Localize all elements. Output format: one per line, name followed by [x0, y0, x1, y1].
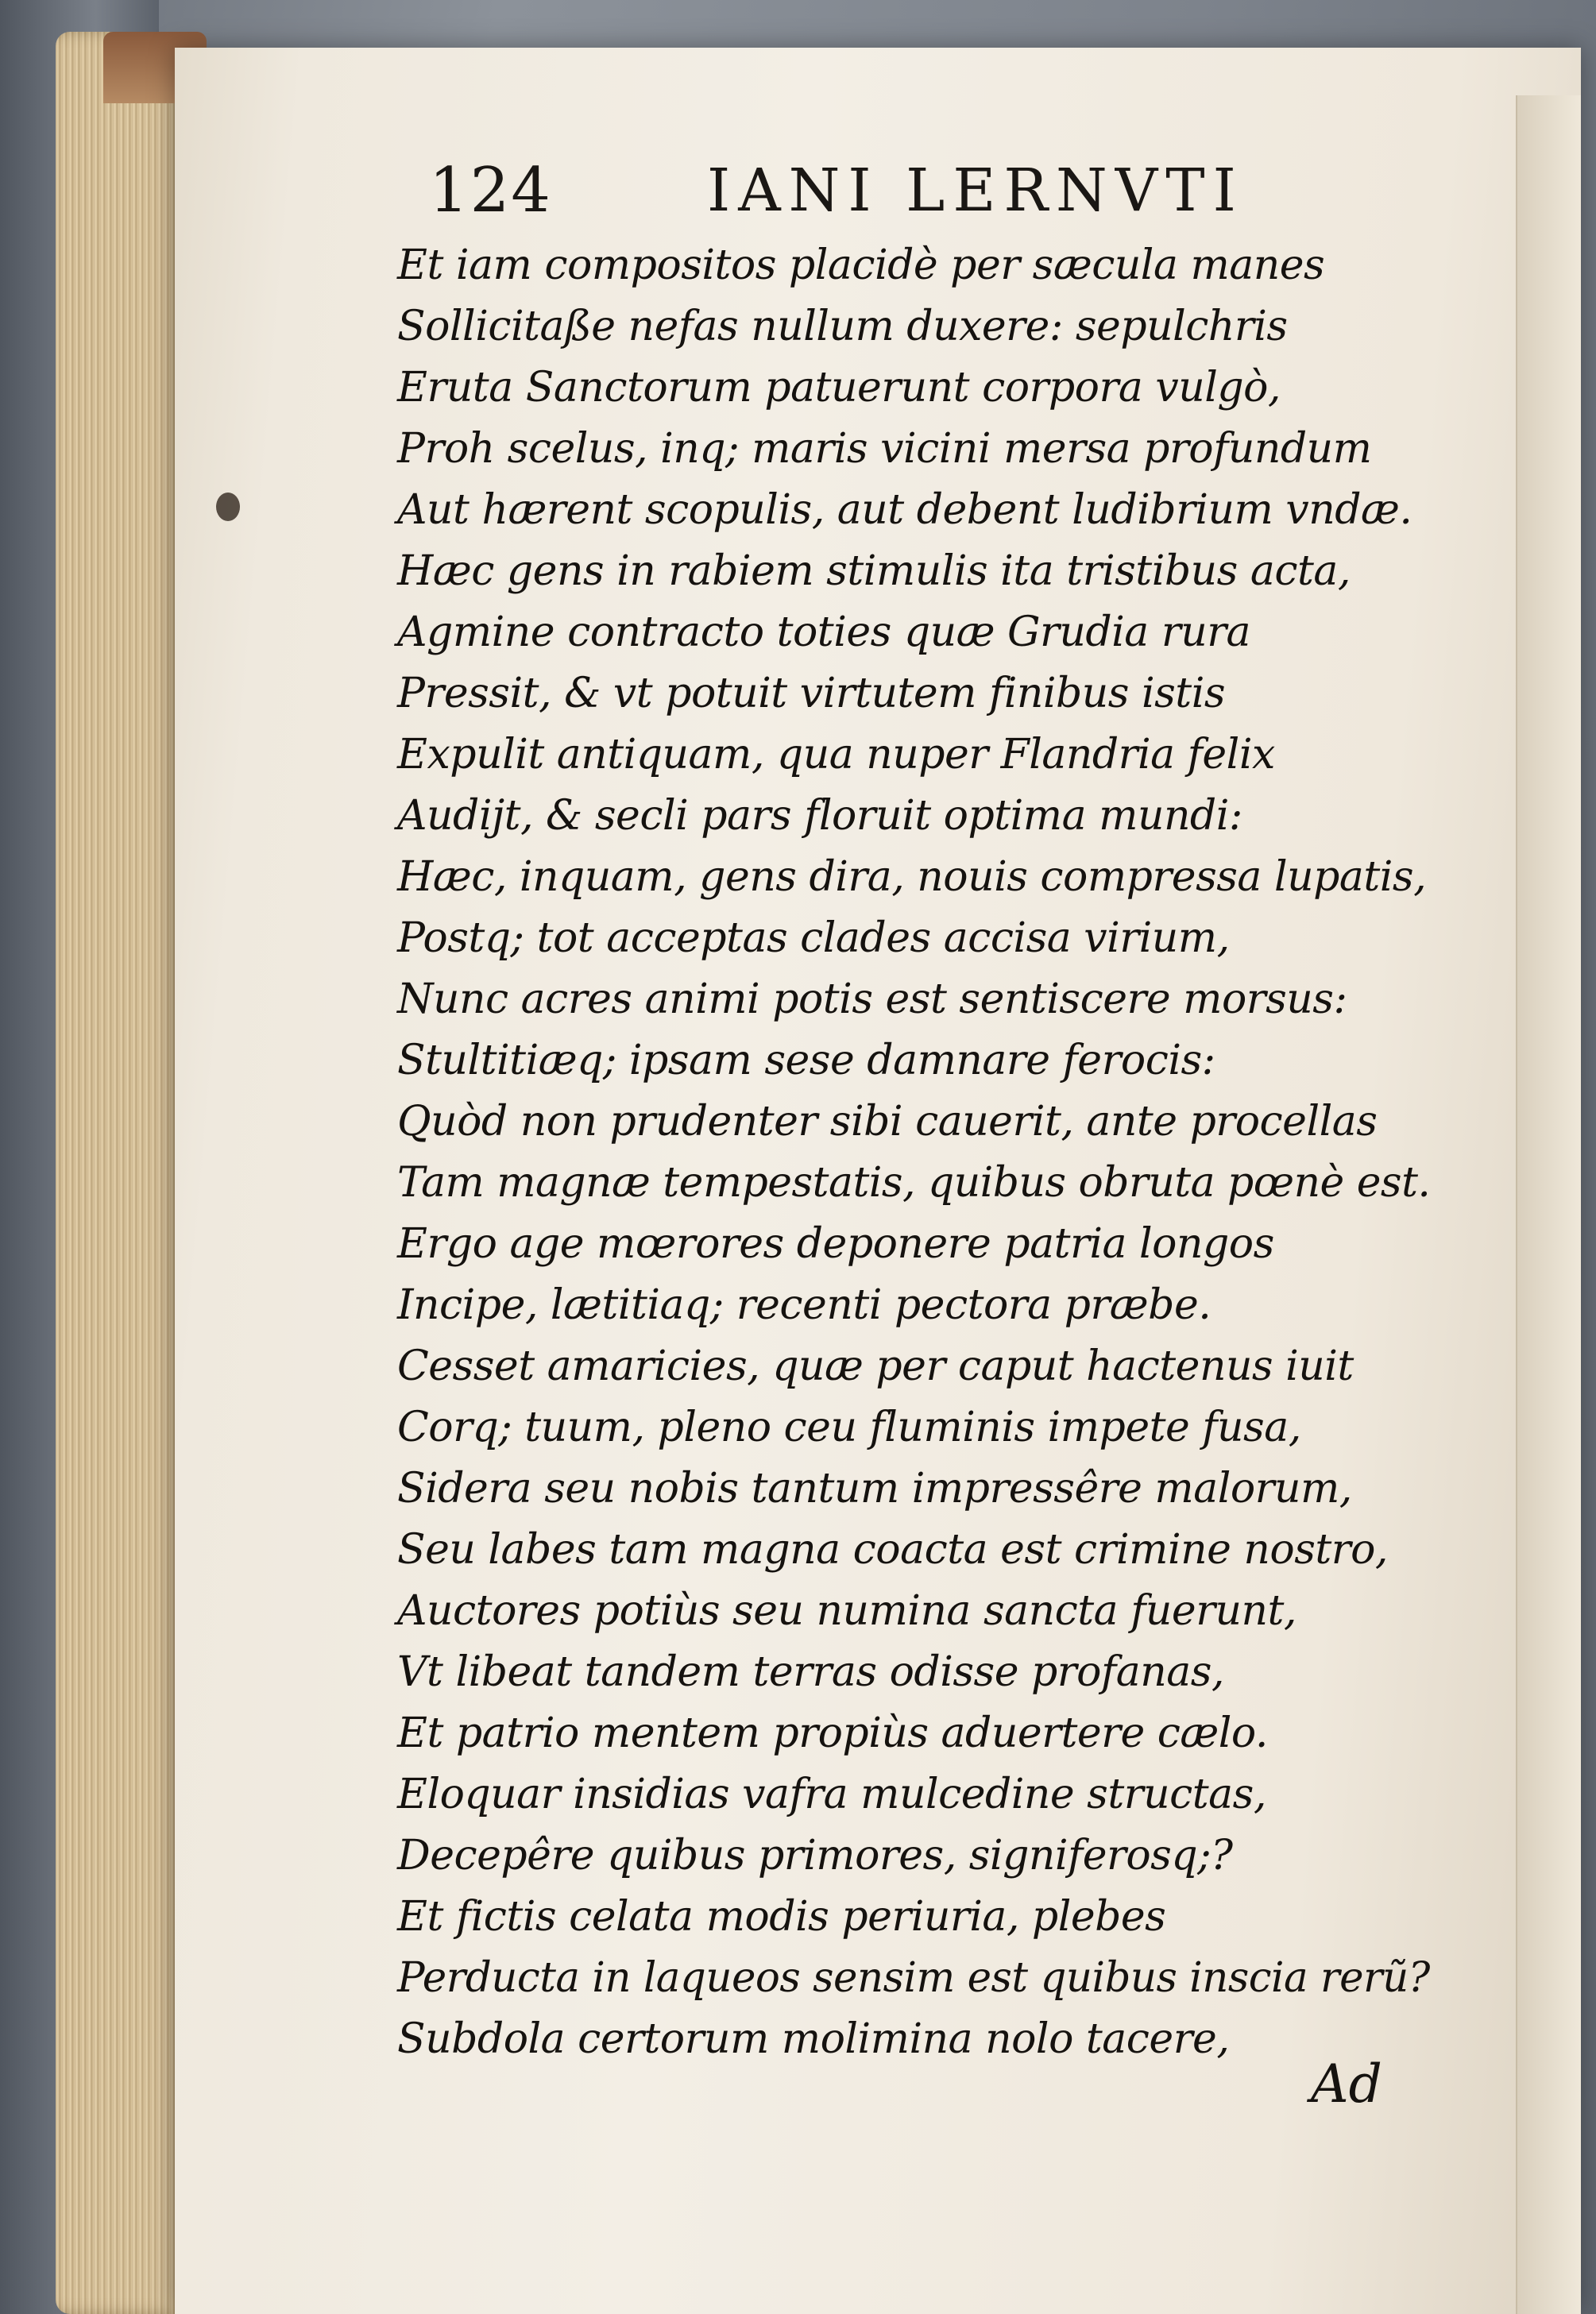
- verse-line: Aut hærent scopulis, aut debent ludibrium vndæ.: [397, 486, 1412, 534]
- verse-line: Subdola certorum molimina nolo tacere,: [397, 2015, 1230, 2063]
- verse-line: Ergo age mœrores deponere patria longos: [397, 1220, 1274, 1268]
- verse-line: Hæc, inquam, gens dira, nouis compressa lupatis,: [397, 853, 1427, 901]
- verse-line: Quòd non prudenter sibi cauerit, ante procellas: [397, 1098, 1378, 1145]
- verse-line: Et fictis celata modis periuria, plebes: [397, 1893, 1166, 1941]
- verse-line: Hæc gens in rabiem stimulis ita tristibus acta,: [397, 547, 1351, 595]
- page-number: 124: [429, 155, 552, 226]
- verse-line: Pressit, & vt potuit virtutem finibus istis: [397, 670, 1226, 717]
- verse-line: Seu labes tam magna coacta est crimine nostro,: [397, 1526, 1388, 1574]
- verse-line: Proh scelus, inq; maris vicini mersa profundum: [397, 425, 1372, 473]
- verse-line: Eloquar insidias vafra mulcedine structas,: [397, 1771, 1266, 1818]
- verse-line: Agmine contracto toties quæ Grudia rura: [397, 608, 1251, 656]
- verse-line: Cesset amaricies, quæ per caput hactenus iuit: [397, 1342, 1354, 1390]
- verse-line: Stultitiæq; ipsam sese damnare ferocis:: [397, 1037, 1215, 1084]
- verse-block: [397, 235, 1430, 2070]
- page-header: [310, 139, 1343, 226]
- verse-line: Sollicitaße nefas nullum duxere: sepulchris: [397, 303, 1288, 350]
- binding-hole: [216, 493, 240, 521]
- verse-line: Tam magnæ tempestatis, quibus obruta pœnè est.: [397, 1159, 1431, 1207]
- page-edges: [56, 32, 183, 2314]
- facing-page-edge: [1516, 95, 1581, 2314]
- verse-line: Et iam compositos placidè per sæcula manes: [397, 241, 1325, 289]
- verse-line: Auctores potiùs seu numina sancta fuerunt,: [397, 1587, 1297, 1635]
- verse-line: Nunc acres animi potis est sentiscere morsus:: [397, 975, 1347, 1023]
- verse-line: Audijt, & secli pars floruit optima mundi:: [397, 792, 1242, 840]
- verse-line: Sidera seu nobis tantum impressêre malorum,: [397, 1465, 1352, 1512]
- verse-line: Vt libeat tandem terras odisse profanas,: [397, 1648, 1224, 1696]
- verse-line: Et patrio mentem propiùs aduertere cælo.: [397, 1709, 1268, 1757]
- running-head: IANI LERNVTI: [707, 156, 1244, 225]
- verse-line: Postq; tot acceptas clades accisa virium,: [397, 914, 1230, 962]
- verse-line: Incipe, lætitiaq; recenti pectora præbe.: [397, 1281, 1211, 1329]
- verse-line: Corq; tuum, pleno ceu fluminis impete fusa,: [397, 1404, 1301, 1451]
- verse-line: Eruta Sanctorum patuerunt corpora vulgò,: [397, 364, 1281, 411]
- verse-line: Decepêre quibus primores, signiferosq;?: [397, 1832, 1233, 1879]
- verse-line: Expulit antiquam, qua nuper Flandria felix: [397, 731, 1275, 778]
- verse-line: Perducta in laqueos sensim est quibus inscia rerũ?: [397, 1954, 1430, 2002]
- catchword: Ad: [1311, 2053, 1382, 2115]
